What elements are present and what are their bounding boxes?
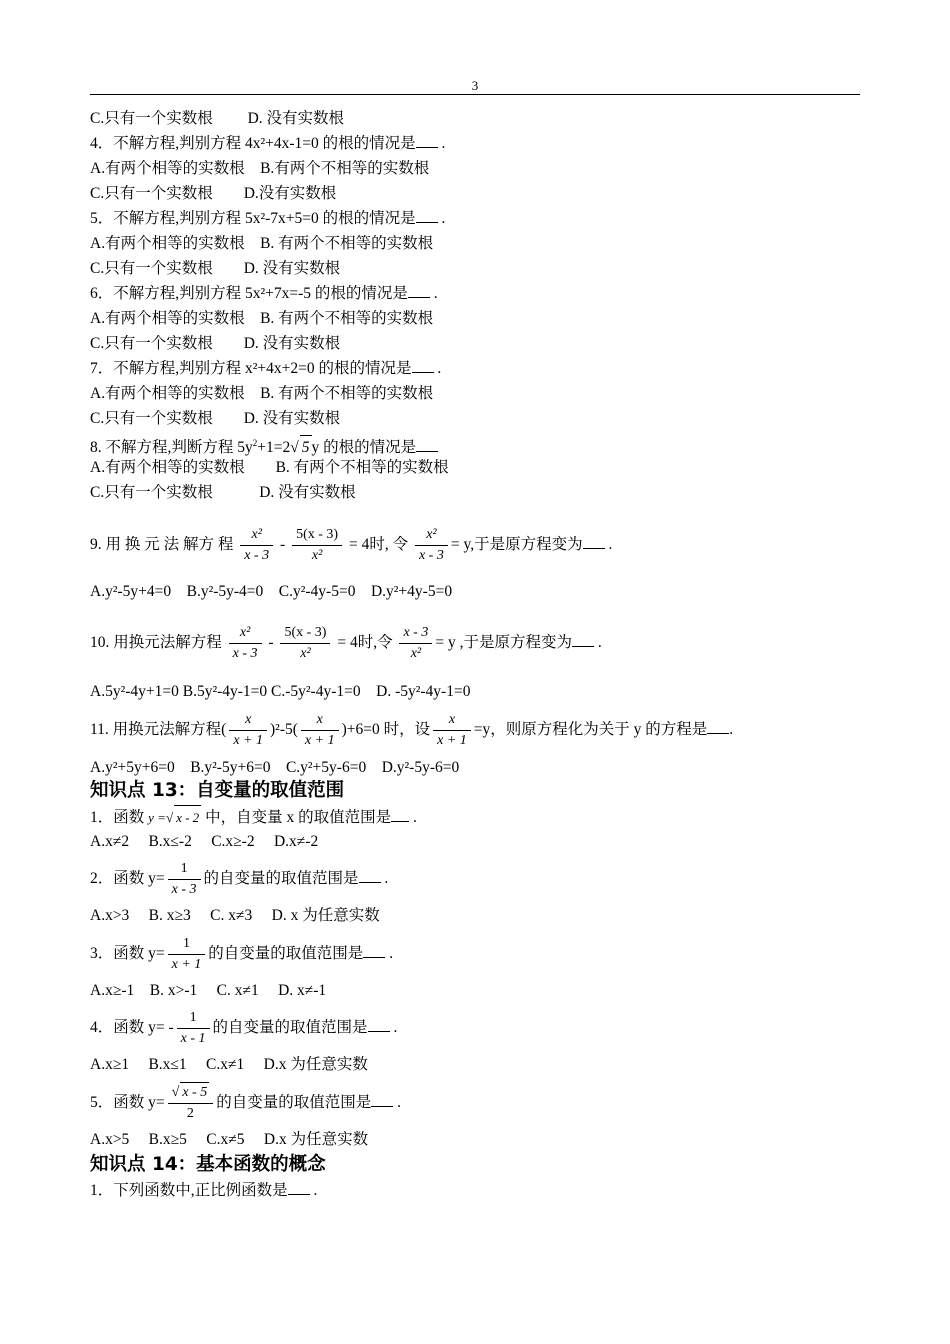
q7-option-cd: C.只有一个实数根 D. 没有实数根: [90, 410, 341, 427]
q8-option-ab: A.有两个相等的实数根 B. 有两个不相等的实数根: [90, 459, 449, 476]
fraction: $\frac{\text{x²}}{x - 3}$: [229, 623, 262, 664]
k13-q5-options: A.x>5 B.x≥5 C.x≠5 D.x 为任意实数: [90, 1131, 369, 1148]
section-heading-13: 知识点 13：自变量的取值范围: [90, 780, 345, 801]
q4-option-ab: A.有两个相等的实数根 B.有两个不相等的实数根: [90, 160, 430, 177]
q6-stem: 6．不解方程,判别方程 5x²+7x=-5 的根的情况是 .: [90, 285, 438, 302]
k13-q5-stem: 5．函数 y= $\frac{√ x - 5}{2}$ 的自变量的取值范围是 .: [90, 1080, 401, 1126]
q6-option-ab: A.有两个相等的实数根 B. 有两个不相等的实数根: [90, 310, 434, 327]
fraction: $\frac{1}{x - 3}$: [168, 859, 201, 900]
q10-stem: 10. 用换元法解方程 $\frac{\text{x²}}{x - 3}$ - $\frac{5(x - 3)}{\text{x²}}$ = 4时,令 $\frac{x - 3}{\text{x²}}$ = y ,于是原方程变为 .: [90, 620, 602, 666]
k13-q1-stem: 1．函数 y =√ x - 2 中，自变量 x 的取值范围是 .: [90, 805, 417, 829]
q3-option-cd: C.只有一个实数根 D. 没有实数根: [90, 110, 345, 127]
q5-option-cd: C.只有一个实数根 D. 没有实数根: [90, 260, 341, 277]
q8-stem: 8. 不解方程,判断方程 $5y^2+1=2√$ 5 y 的根的情况是: [90, 431, 438, 455]
k13-q3-stem: 3．函数 y= $\frac{1}{x + 1}$ 的自变量的取值范围是 .: [90, 931, 393, 977]
header-rule: [90, 94, 860, 95]
fraction: $\frac{x}{x + 1}$: [301, 710, 339, 751]
q5-option-ab: A.有两个相等的实数根 B. 有两个不相等的实数根: [90, 235, 434, 252]
fraction: $\frac{1}{x + 1}$: [168, 934, 206, 975]
fraction: $\frac{x}{x + 1}$: [229, 710, 267, 751]
fraction: $\frac{√ x - 5}{2}$: [168, 1082, 214, 1124]
k13-q2-stem: 2．函数 y= $\frac{1}{x - 3}$ 的自变量的取值范围是 .: [90, 856, 388, 902]
fraction: $\frac{x}{x + 1}$: [433, 710, 471, 751]
q9-stem: 9. 用 换 元 法 解方 程 $\frac{\text{x²}}{x - 3}$ - $\frac{5(x - 3)}{\text{x²}}$ = 4时, 令 $\frac{\text{x²}}{x - 3}$ = y,于是原方程变为 .: [90, 522, 612, 568]
q11-options: A.y²+5y+6=0 B.y²-5y+6=0 C.y²+5y-6=0 D.y²-5y-6=0: [90, 759, 460, 776]
fraction: $\frac{5(x - 3)}{\text{x²}}$: [292, 525, 342, 566]
q10-options: A.5y²-4y+1=0 B.5y²-4y-1=0 C.-5y²-4y-1=0 D. -5y²-4y-1=0: [90, 683, 471, 700]
q5-stem: 5．不解方程,判别方程 5x²-7x+5=0 的根的情况是 .: [90, 210, 446, 227]
page-number: 3: [471, 78, 479, 93]
fraction: $\frac{5(x - 3)}{\text{x²}}$: [280, 623, 330, 664]
k13-q1-options: A.x≠2 B.x≤-2 C.x≥-2 D.x≠-2: [90, 833, 319, 850]
fraction: $\frac{\text{x²}}{x - 3}$: [415, 525, 448, 566]
k13-q3-options: A.x≥-1 B. x>-1 C. x≠1 D. x≠-1: [90, 982, 327, 999]
fraction: $\frac{\text{x²}}{x - 3}$: [240, 525, 273, 566]
k13-q4-stem: 4．函数 y= - $\frac{1}{x - 1}$ 的自变量的取值范围是 .: [90, 1005, 397, 1051]
q7-option-ab: A.有两个相等的实数根 B. 有两个不相等的实数根: [90, 385, 434, 402]
q11-stem: 11. 用换元法解方程( $\frac{x}{x + 1}$ )²-5( $\frac{x}{x + 1}$ )+6=0 时，设 $\frac{x}{x + 1}$ =y，则原方程化为关于 y 的方程是 .: [90, 708, 733, 752]
fraction: $\frac{1}{x - 1}$: [177, 1008, 210, 1049]
k13-q2-options: A.x>3 B. x≥3 C. x≠3 D. x 为任意实数: [90, 907, 380, 924]
q8-option-cd: C.只有一个实数根 D. 没有实数根: [90, 484, 356, 501]
q4-stem: 4．不解方程,判别方程 4x²+4x-1=0 的根的情况是 .: [90, 135, 446, 152]
k13-q4-options: A.x≥1 B.x≤1 C.x≠1 D.x 为任意实数: [90, 1056, 368, 1073]
q6-option-cd: C.只有一个实数根 D. 没有实数根: [90, 335, 341, 352]
section-heading-14: 知识点 14：基本函数的概念: [90, 1154, 326, 1175]
q7-stem: 7．不解方程,判别方程 x²+4x+2=0 的根的情况是 .: [90, 360, 442, 377]
fraction: $\frac{x - 3}{\text{x²}}$: [399, 623, 432, 664]
q9-options: A.y²-5y+4=0 B.y²-5y-4=0 C.y²-4y-5=0 D.y²+4y-5=0: [90, 583, 453, 600]
q4-option-cd: C.只有一个实数根 D.没有实数根: [90, 185, 337, 202]
k14-q1-stem: 1．下列函数中,正比例函数是 .: [90, 1182, 318, 1199]
